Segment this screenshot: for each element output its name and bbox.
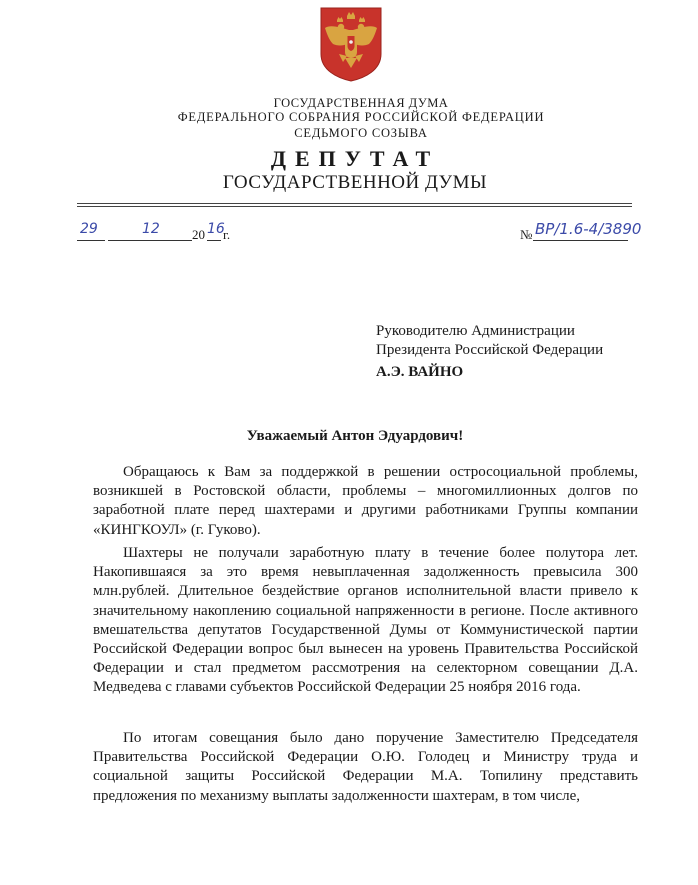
date-year-unit: г. xyxy=(223,227,231,242)
header-line-duma: ГОСУДАРСТВЕННАЯ ДУМА xyxy=(273,96,449,110)
coat-of-arms-emblem xyxy=(319,6,383,82)
number-value: ВР/1.6-4/3890 xyxy=(535,220,642,238)
header-line-convocation: СЕДЬМОГО СОЗЫВА xyxy=(294,126,428,140)
paragraph-text-2: Шахтеры не получали заработную плату в течение более полутора лет. Накопившаяся за это время невыплаченная задолженность превысила 300 млн.рублей. Длительное бездействие органов исполнительной власти привело к значительному накоплению социальной напряженности в регионе. После активного вмешательства депутатов Государственной Думы от Коммунистической партии Российской Федерации вопрос был вынесен на уровень Правительства Российской Федерации и стал предметом рассмотрения на селекторном совещании Д.А. Медведева с главами субъектов Российской Федерации 25 ноября 2016 года. xyxy=(93,545,638,696)
date-month: 12 xyxy=(142,221,160,237)
greeting: Уважаемый Антон Эдуардович! xyxy=(246,428,464,444)
header-title: ДЕПУТАТ xyxy=(270,146,440,171)
paragraph xyxy=(93,463,638,540)
header-line-federal-assembly: ФЕДЕРАЛЬНОГО СОБРАНИЯ РОССИЙСКОЙ ФЕДЕРАЦИИ xyxy=(177,110,545,124)
addressee-organization: Президента Российской Федерации xyxy=(376,342,604,358)
date-year-suffix: 16 xyxy=(207,221,225,237)
addressee-name: А.Э. ВАЙНО xyxy=(376,364,464,380)
header-divider xyxy=(77,203,632,204)
date-year-underline xyxy=(207,240,221,241)
paragraph-text-1: Обращаюсь к Вам за поддержкой в решении остросоциальной проблемы, возникшей в Ростовской области, проблемы – многомиллионных долгов по заработной плате перед шахтерами и другими работниками Группы компании «КИНГКОУЛ» (г. Гуково). xyxy=(93,464,638,538)
header-subtitle: ГОСУДАРСТВЕННОЙ ДУМЫ xyxy=(222,172,488,193)
date-day: 29 xyxy=(80,221,98,237)
date-month-underline xyxy=(108,240,192,241)
header-divider-secondary xyxy=(77,206,632,207)
number-label: № xyxy=(520,227,533,242)
addressee-position: Руководителю Администрации xyxy=(376,323,575,339)
number-underline xyxy=(533,240,628,241)
paragraph-text-3: По итогам совещания было дано поручение Заместителю Председателя Правительства Российской Федерации О.Ю. Голодец и Министру труда и социальной защиты Российской Федерации М.А. Топилину представить предложения по механизму выплаты задолженности шахтерам, в том числе, xyxy=(93,730,638,804)
date-year-prefix: 20 xyxy=(192,227,205,242)
russian-coat-of-arms-icon xyxy=(319,6,383,82)
addressee-block xyxy=(376,322,603,360)
paragraph xyxy=(93,544,638,698)
date-day-underline xyxy=(77,240,105,241)
paragraph xyxy=(93,729,638,806)
